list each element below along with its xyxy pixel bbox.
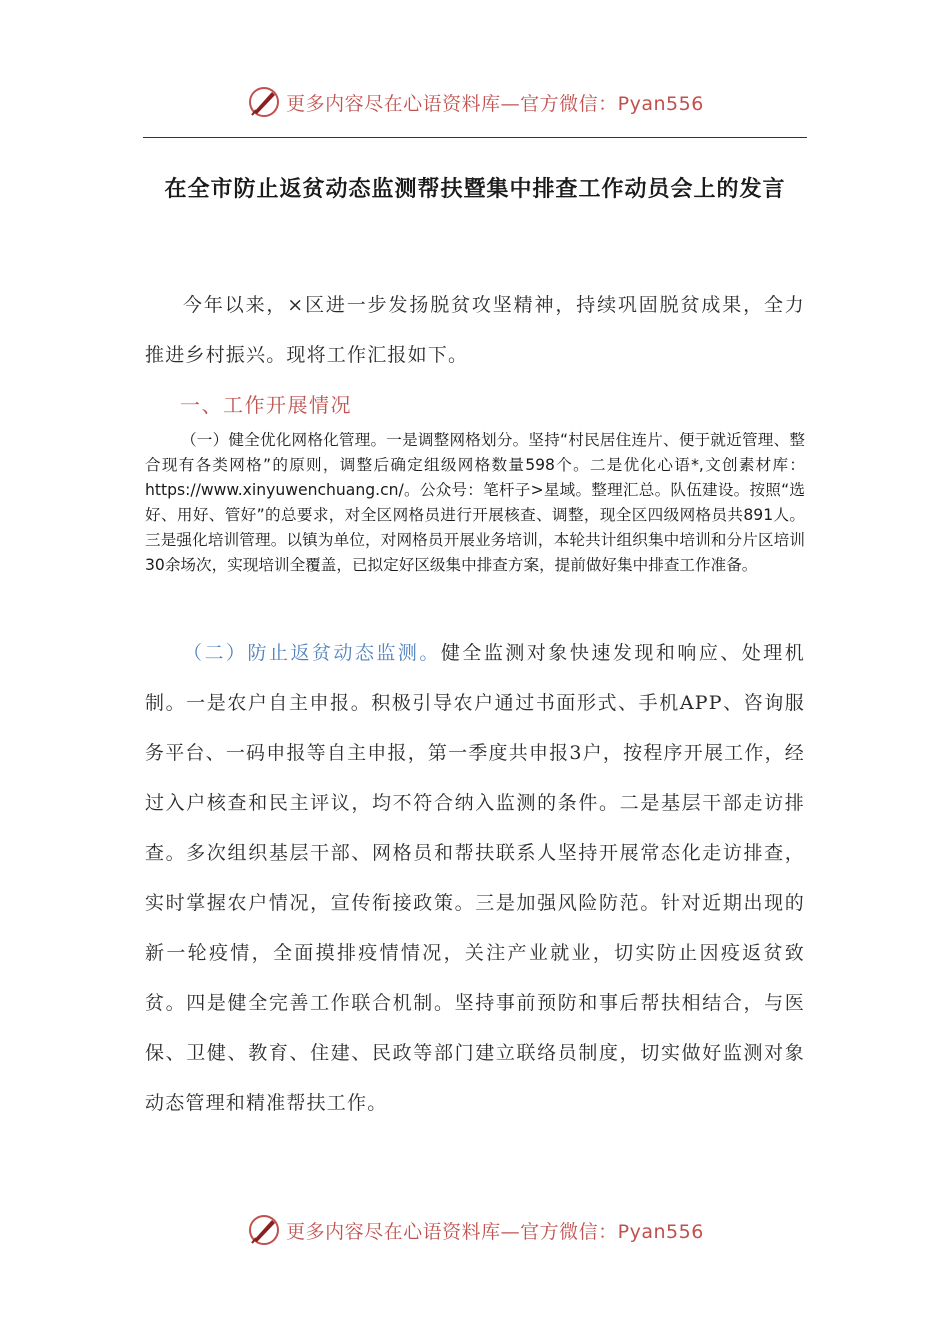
monitoring-paragraph (145, 628, 805, 1128)
header-watermark (0, 80, 950, 124)
grid-management-paragraph: （一）健全优化网格化管理。一是调整网格划分。坚持“村民居住连片、便于就近管理、整合现有各类网格”的原则，调整后确定组级网格数量598个。二是优化心语*,文创素材库：https://www.xinyuwenchuang.cn/。公众号：笔杆子>星域。整理汇总。队伍建设。按照“选好、用好、管好”的总要求，对全区网格员进行开展核查、调整，现全区四级网格员共891人。三是强化培训管理。以镇为单位，对网格员开展业务培训，本轮共计组织集中培训和分片区培训30余场次，实现培训全覆盖，已拟定好区级集中排查方案，提前做好集中排查工作准备。 (145, 431, 805, 574)
watermark-text: 更多内容尽在心语资料库—官方微信：Pyan556 (286, 92, 704, 115)
footer-watermark (0, 1208, 950, 1252)
watermark-text: 更多内容尽在心语资料库—官方微信：Pyan556 (286, 1220, 704, 1243)
monitoring-body: 健全监测对象快速发现和响应、处理机制。一是农户自主申报。积极引导农户通过书面形式、手机APP、咨询服务平台、一码申报等自主申报，第一季度共申报3户，按程序开展工作，经过入户核查和民主评议，均不符合纳入监测的条件。二是基层干部走访排查。多次组织基层干部、网格员和帮扶联系人坚持开展常态化走访排查，实时掌握农户情况，宣传衔接政策。三是加强风险防范。针对近期出现的新一轮疫情，全面摸排疫情情况，关注产业就业，切实防止因疫返贫致贫。四是健全完善工作联合机制。坚持事前预防和事后帮扶相结合，与医保、卫健、教育、住建、民政等部门建立联络员制度，切实做好监测对象动态管理和精准帮扶工作。 (145, 642, 806, 1114)
document-title: 在全市防止返贫动态监测帮扶暨集中排查工作动员会上的发言 (164, 177, 786, 202)
quill-logo-icon (246, 84, 282, 120)
intro-paragraph: 今年以来，×区进一步发扬脱贫攻坚精神，持续巩固脱贫成果，全力推进乡村振兴。现将工作汇报如下。 (145, 294, 805, 366)
header-divider (143, 137, 807, 138)
quill-logo-icon (246, 1212, 282, 1248)
subsection-heading: （二）防止返贫动态监测。 (183, 642, 441, 664)
section-heading: 一、工作开展情况 (180, 393, 352, 417)
